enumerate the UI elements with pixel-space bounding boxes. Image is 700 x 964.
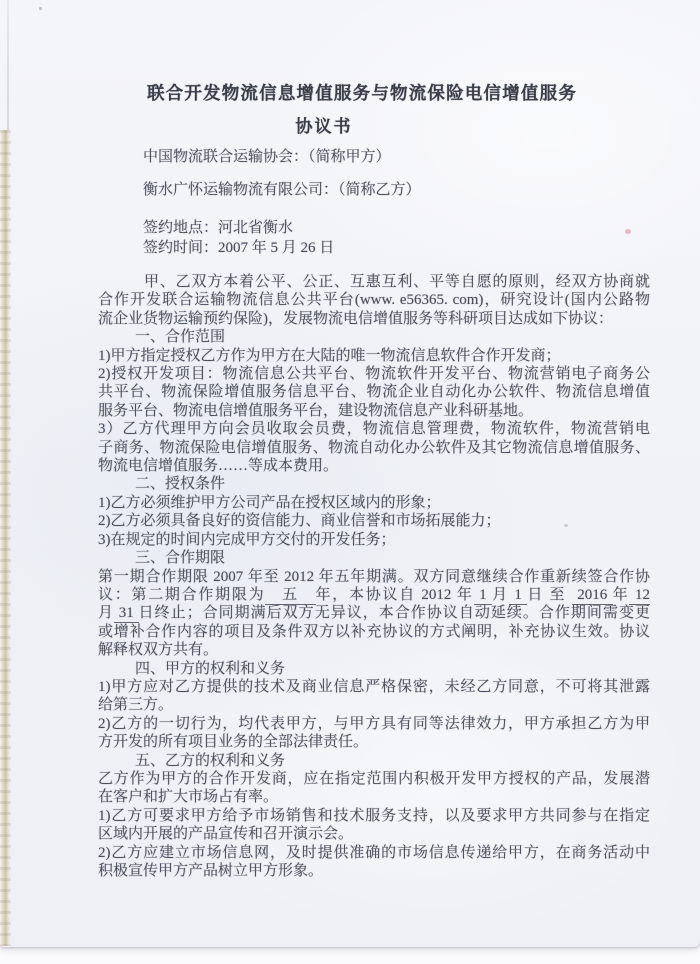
document-line: 物流电信增值服务……等成本费用。: [98, 458, 339, 475]
document-title: 联合开发物流信息增值服务与物流保险电信增值服务: [146, 83, 578, 103]
document-line: 中国物流联合运输协会：（简称甲方）: [143, 149, 391, 165]
document-line: 服务平台、物流电信增值服务平台，建设物流信息产业科研基地。: [98, 402, 534, 419]
document-line: 第一期合作期限 2007 年至 2012 年五年期满。双方同意继续合作重新续签合作协: [98, 568, 650, 585]
document-line: 区域内开展的产品宣传和召开演示会。: [98, 826, 354, 843]
document-line: 签约地点：河北省衡水: [143, 220, 294, 236]
document-line: 2)乙方必须具备良好的资信能力、商业信誉和市场拓展能力；: [98, 513, 501, 530]
text-run: 年，本协议自 2012 年: [315, 586, 474, 603]
document-subtitle: 协议书: [295, 117, 353, 136]
document-line: 或增补合作内容的项目及条件双方以补充协议的方式阐明，补充协议生效。协议: [98, 623, 650, 640]
ink-speck: [625, 229, 631, 234]
section-heading: 五、乙方的权利和义务: [135, 752, 286, 769]
document-line: 给第三方。: [98, 697, 174, 714]
document-line: [98, 586, 650, 604]
document-line: 签约时间：2007 年 5 月 26 日: [143, 240, 335, 256]
section-heading: 二、授权条件: [135, 476, 226, 493]
document-line: 在客户和扩大市场占有率。: [98, 789, 279, 806]
underlined-value: 五: [265, 586, 316, 603]
ink-speck: [39, 7, 42, 10]
document-line: 子商务、物流保险电信增值服务、物流自动化办公软件及其它物流信息增值服务、: [98, 439, 650, 456]
text-run: 日终止；合同期满后双方无异议，本合作协议自动延续。合作期间需变更: [138, 605, 650, 622]
document-line: 3）乙方代理甲方向会员收取会员费，物流信息管理费，物流软件，物流营销电: [98, 421, 650, 438]
underlined-value: 12: [629, 586, 650, 603]
document-line: 1)甲方指定授权乙方作为甲方在大陆的唯一物流信息软件合作开发商；: [98, 347, 561, 364]
underlined-value: 31: [114, 605, 139, 622]
ink-speck: [564, 524, 568, 527]
text-run: 月: [98, 605, 115, 622]
document-line: 2)授权开发项目：物流信息公共平台、物流软件开发平台、物流营销电子商务公: [98, 366, 650, 383]
section-heading: 一、合作范围: [135, 329, 226, 346]
section-heading: 三、合作期限: [135, 550, 226, 567]
underlined-value: 2016: [571, 586, 613, 603]
underlined-value: 1: [473, 586, 493, 603]
document-line: 解释权双方共有。: [98, 642, 219, 659]
text-run: 议：第二期合作期限为: [98, 586, 266, 603]
underlined-value: 1: [508, 586, 528, 603]
text-run: 年: [612, 586, 630, 603]
document-line: 2)乙方应建立市场信息网，及时提供准确的市场信息传递给甲方，在商务活动中: [98, 844, 650, 861]
document-line: [98, 604, 650, 622]
document-line: 1)乙方必须维护甲方公司产品在授权区域内的形象；: [98, 494, 441, 511]
section-heading: 四、甲方的权利和义务: [135, 660, 286, 677]
document-line: 方开发的所有项目业务的全部法律责任。: [98, 734, 369, 751]
document-line: 2)乙方的一切行为，均代表甲方，与甲方具有同等法律效力，甲方承担乙方为甲: [98, 715, 650, 732]
document-line: 衡水广怀运输物流有限公司：（简称乙方）: [143, 182, 421, 198]
text-run: 日 至: [527, 586, 572, 603]
document-line: 合作开发联合运输物流信息公共平台(www. e56365. com)，研究设计(国内公路物: [98, 292, 650, 309]
document-line: 1)乙方可要求甲方给予市场销售和技术服务支持，以及要求甲方共同参与在指定: [98, 807, 650, 824]
document-body: [98, 0, 650, 880]
document-line: 流企业货物运输预约保险)，发展物流电信增值服务等科研项目达成如下协议：: [98, 310, 613, 327]
document-line: 甲、乙双方本着公平、公正、互惠互利、平等自愿的原则，经双方协商就: [144, 274, 650, 290]
text-run: 月: [492, 586, 509, 603]
paper-edge-line: [7, 0, 9, 132]
page-edge-strip: [0, 130, 11, 946]
document-line: 共平台、物流保险增值服务信息平台、物流企业自动化办公软件、物流信息增值: [98, 384, 650, 401]
document-line: 积极宣传甲方产品树立甲方形象。: [98, 863, 324, 879]
document-line: 1)甲方应对乙方提供的技术及商业信息严格保密，未经乙方同意，不可将其泄露: [98, 678, 650, 695]
document-line: 乙方作为甲方的合作开发商，应在指定范围内积极开发甲方授权的产品，发展潜: [98, 770, 650, 787]
document-line: 3)在规定的时间内完成甲方交付的开发任务；: [98, 531, 396, 548]
